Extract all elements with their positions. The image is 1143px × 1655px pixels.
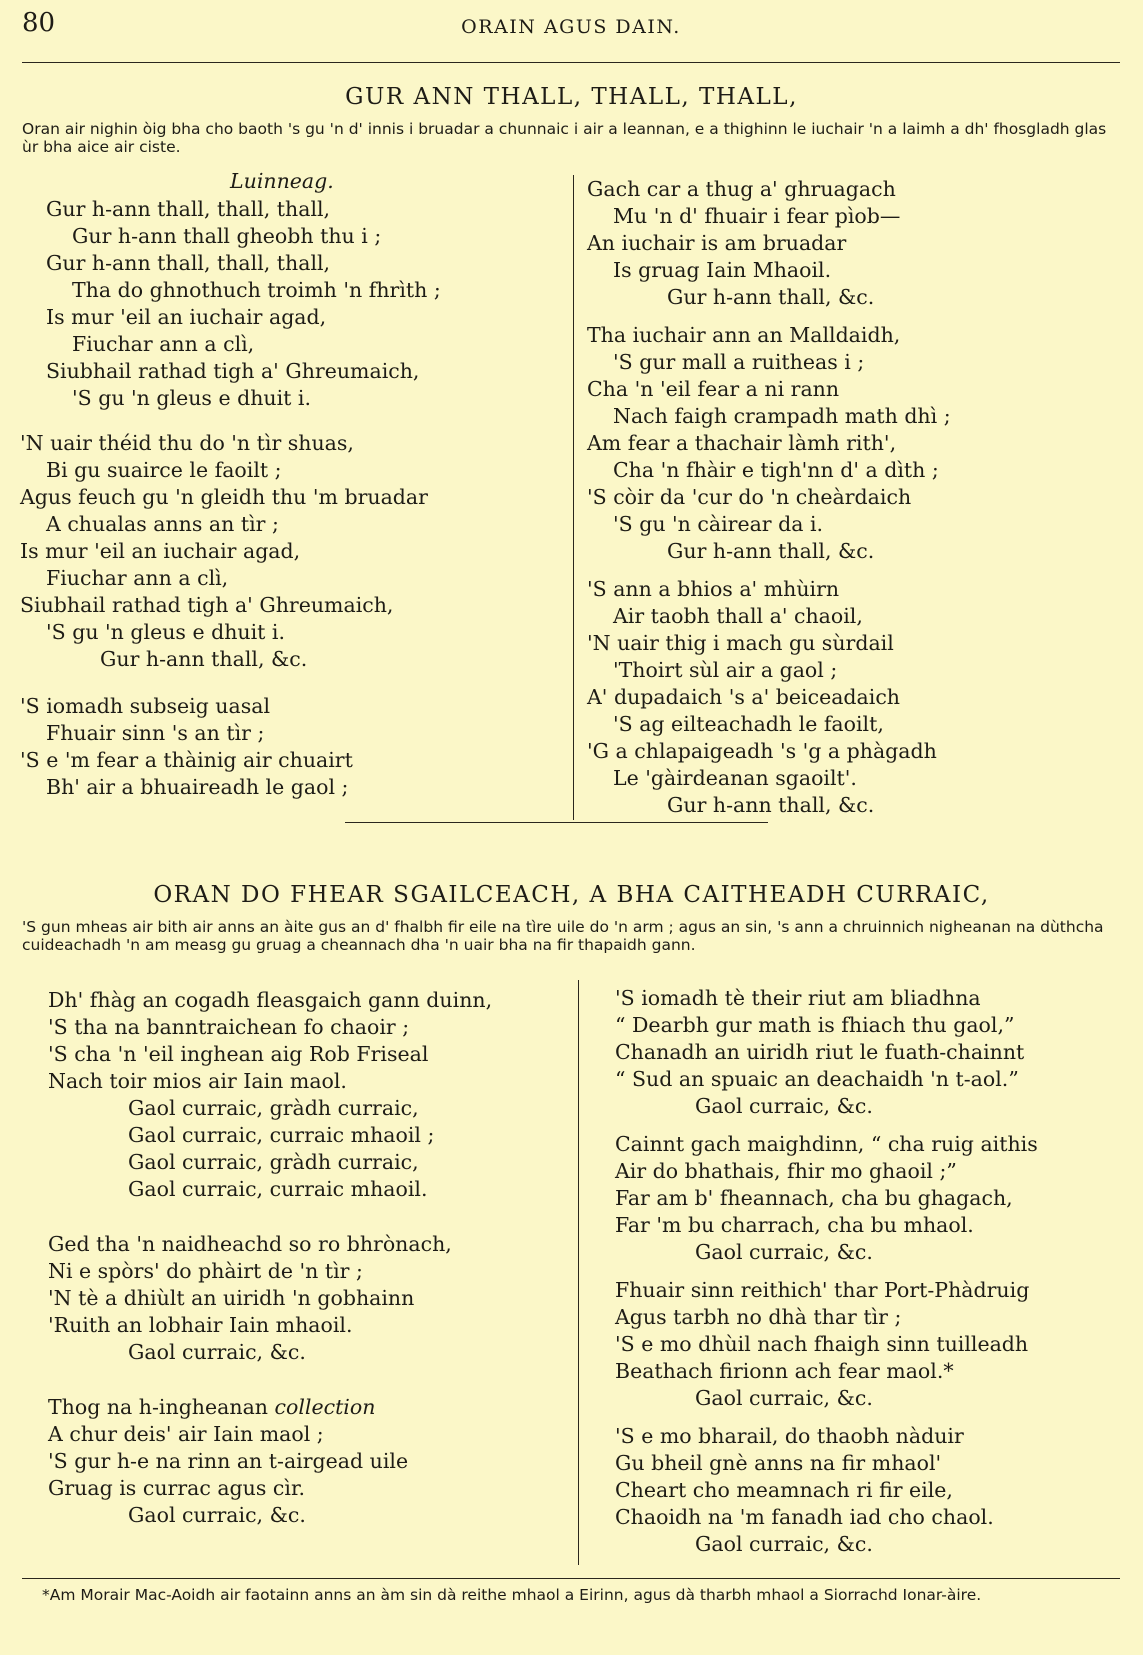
verse-line: A' dupadaich 's a' beiceadaich [587,685,901,709]
running-title: ORAIN AGUS DAIN. [461,16,681,38]
refrain-line: Gaol curraic, &c. [695,1240,873,1264]
verse-line: 'N tè a dhiùlt an uiridh 'n gobhainn [48,1286,415,1310]
verse-line: Fhuair sinn 's an tìr ; [46,721,265,745]
song1-left-column [20,167,540,801]
refrain-line: Gur h-ann thall, &c. [100,647,308,671]
footnote: *Am Morair Mac-Aoidh air faotainn anns an àm sin dà reithe mhaol a Eirinn, agus dà tharbh mhaol a Siorrachd Ionar-àire. [42,1586,982,1604]
verse-line: Fiuchar ann a clì, [72,332,255,356]
verse-line: 'S ag eilteachadh le faoilt, [613,712,884,736]
verse-line: Cainnt gach maighdinn, “ cha ruig aithis [615,1132,1038,1156]
verse-line: 'S gu 'n càirear da i. [613,512,824,536]
verse-line: Ged tha 'n naidheachd so ro bhrònach, [48,1232,452,1256]
verse-line: Mu 'n d' fhuair i fear pìob— [613,204,901,228]
verse-line: Cheart cho meamnach ri fir eile, [615,1478,953,1502]
verse-line: Dh' fhàg an cogadh fleasgaich gann duinn, [48,988,493,1012]
luinneag-heading: Luinneag. [230,169,334,193]
verse-line: Nach faigh crampadh math dhì ; [613,404,951,428]
song1-description: Oran air nighin òig bha cho baoth 's gu 'n d' innis i bruadar a chunnaic i air a leannan, e a thighinn le iuchair 'n a laimh a dh' fhosgladh glas ùr bha aice air ciste. [22,120,1107,156]
verse-line: Fhuair sinn reithich' thar Port-Phàdruig [615,1278,1030,1302]
verse-line-text: Thog na h-ingheanan [48,1395,275,1419]
top-rule [22,62,1120,63]
verse-line: Tha do ghnothuch troimh 'n fhrìth ; [72,278,441,302]
refrain-line: Gaol curraic, &c. [128,1503,306,1527]
verse-line: 'S iomadh tè their riut am bliadhna [615,986,981,1010]
verse-line: Nach toir mios air Iain maol. [48,1069,347,1093]
verse-line: Ni e spòrs' do phàirt de 'n tìr ; [48,1259,363,1283]
chorus-line: Gaol curraic, curraic mhaoil ; [128,1123,435,1147]
verse-line: Bi gu suairce le faoilt ; [46,458,282,482]
verse-line: Beathach firionn ach fear maol.* [615,1359,954,1383]
verse-line: 'Ruith an lobhair Iain mhaoil. [48,1313,353,1337]
verse-line: Gur h-ann thall gheobh thu i ; [72,224,382,248]
verse-line: 'N uair théid thu do 'n tìr shuas, [20,431,354,455]
verse-line: 'G a chlapaigeadh 's 'g a phàgadh [587,739,937,763]
verse-line: Chanadh an uiridh riut le fuath-chainnt [615,1040,1025,1064]
chorus-line: Gaol curraic, curraic mhaoil. [128,1177,428,1201]
refrain-line: Gaol curraic, &c. [695,1094,873,1118]
verse-line [48,1394,568,1421]
verse-line: Cha 'n fhàir e tigh'nn d' a dìth ; [613,458,939,482]
verse-line: Fiuchar ann a clì, [46,566,229,590]
verse-line: 'S e 'm fear a thàinig air chuairt [20,748,353,772]
verse-line: Am fear a thachair làmh rith', [587,431,897,455]
page-number: 80 [22,8,56,38]
verse-line: 'S còir da 'cur do 'n cheàrdaich [587,485,912,509]
verse-line: 'S ann a bhios a' mhùirn [587,577,840,601]
song2-column-divider [578,980,579,1565]
verse-line: 'N uair thig i mach gu sùrdail [587,631,894,655]
verse-line: Agus feuch gu 'n gleidh thu 'm bruadar [20,485,428,509]
section-divider [345,822,768,823]
verse-line: Is gruag Iain Mhaoil. [613,258,832,282]
chorus-line: Gaol curraic, gràdh curraic, [128,1096,419,1120]
verse-line: 'S gur h-e na rinn an t-airgead uile [48,1449,409,1473]
verse-line: Gur h-ann thall, thall, thall, [46,197,331,221]
refrain-line: Gaol curraic, &c. [695,1386,873,1410]
verse-line: 'S iomadh subseig uasal [20,694,271,718]
verse-line: Gur h-ann thall, thall, thall, [46,251,331,275]
verse-line: Is mur 'eil an iuchair agad, [20,539,301,563]
song1-right-column [587,176,1127,819]
verse-line: Far 'm bu charrach, cha bu mhaol. [615,1213,974,1237]
refrain-line: Gur h-ann thall, &c. [667,285,875,309]
verse-line: Is mur 'eil an iuchair agad, [46,305,327,329]
refrain-line: Gur h-ann thall, &c. [667,539,875,563]
verse-line: Chaoidh na 'm fanadh iad cho chaol. [615,1505,994,1529]
page-header [22,8,1120,48]
verse-line: 'Thoirt sùl air a gaol ; [613,658,838,682]
song2-right-column [615,985,1125,1558]
verse-line: Air do bhathais, fhir mo ghaoil ;” [615,1159,957,1183]
refrain-line: Gur h-ann thall, &c. [667,793,875,817]
verse-line: Tha iuchair ann an Malldaidh, [587,323,901,347]
song2-left-column [48,987,568,1529]
verse-line: Gruag is currac agus cìr. [48,1476,306,1500]
verse-line: 'S gu 'n gleus e dhuit i. [72,386,312,410]
italic-word: collection [274,1395,376,1419]
verse-line: An iuchair is am bruadar [587,231,847,255]
song1-title: GUR ANN THALL, THALL, THALL, [345,84,798,110]
verse-line: 'S e mo dhùil nach fhaigh sinn tuilleadh [615,1332,1029,1356]
verse-line: Cha 'n 'eil fear a ni rann [587,377,840,401]
verse-line: 'S tha na banntraichean fo chaoir ; [48,1015,410,1039]
refrain-line: Gaol curraic, &c. [695,1532,873,1556]
verse-line: Bh' air a bhuaireadh le gaol ; [46,775,349,799]
verse-line: A chualas anns an tìr ; [46,512,279,536]
footnote-rule [22,1578,1120,1579]
song2-description: 'S gun mheas air bith air anns an àite gus an d' fhalbh fir eile na tìre uile do 'n arm ; agus an sin, 's ann a chruinnich nigheanan na dùthcha cuideachadh 'n am measg gu gruag a cheannach dha 'n uair bha na fir thapaidh gann. [22,918,1104,954]
verse-line: Le 'gàirdeanan sgaoilt'. [613,766,857,790]
verse-line: Siubhail rathad tigh a' Ghreumaich, [46,359,420,383]
song2-title: ORAN DO FHEAR SGAILCEACH, A BHA CAITHEADH CURRAIC, [153,882,990,908]
verse-line: Air taobh thall a' chaoil, [613,604,863,628]
refrain-line: Gaol curraic, &c. [128,1340,306,1364]
verse-line: Gach car a thug a' ghruagach [587,177,896,201]
chorus-line: Gaol curraic, gràdh curraic, [128,1150,419,1174]
verse-line: “ Dearbh gur math is fhiach thu gaol,” [615,1013,1015,1037]
verse-line: 'S e mo bharail, do thaobh nàduir [615,1424,964,1448]
verse-line: 'S gur mall a ruitheas i ; [613,350,865,374]
verse-line: Far am b' fheannach, cha bu ghagach, [615,1186,1013,1210]
verse-line: 'S cha 'n 'eil inghean aig Rob Friseal [48,1042,429,1066]
verse-line: A chur deis' air Iain maol ; [48,1422,324,1446]
verse-line: 'S gu 'n gleus e dhuit i. [46,620,286,644]
verse-line: “ Sud an spuaic an deachaidh 'n t-aol.” [615,1067,1019,1091]
song1-column-divider [573,175,574,820]
verse-line: Agus tarbh no dhà thar tìr ; [615,1305,902,1329]
verse-line: Gu bheil gnè anns na fir mhaol' [615,1451,942,1475]
verse-line: Siubhail rathad tigh a' Ghreumaich, [20,593,394,617]
